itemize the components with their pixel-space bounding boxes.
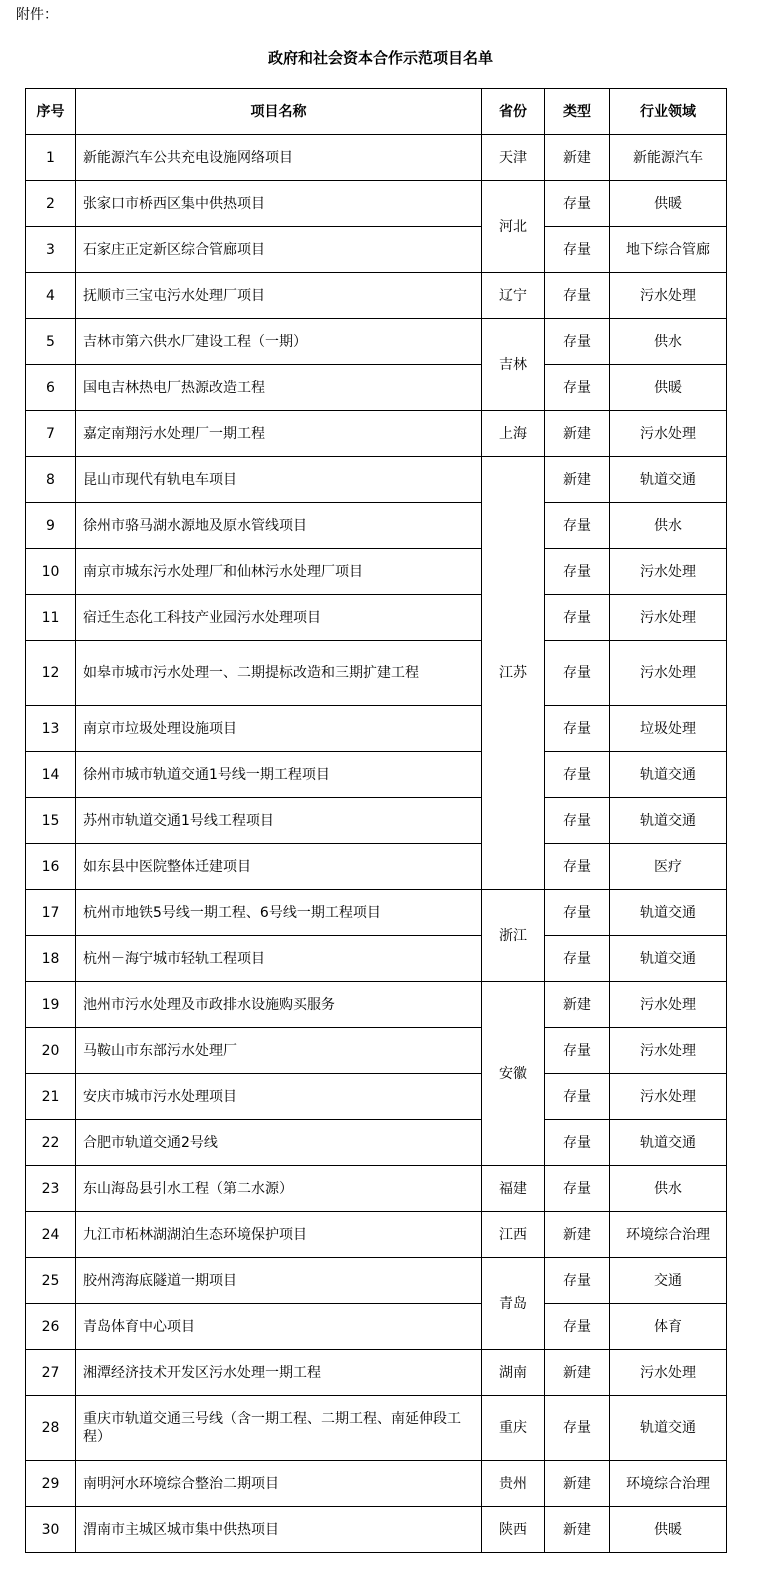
project-type: 存量	[545, 641, 610, 706]
table-row	[26, 1166, 727, 1212]
project-type: 新建	[545, 457, 610, 503]
row-index: 7	[26, 411, 76, 457]
province-cell: 贵州	[482, 1461, 545, 1507]
industry-sector: 污水处理	[610, 1074, 727, 1120]
table-header-row	[26, 89, 727, 135]
project-type: 存量	[545, 227, 610, 273]
province-cell: 江西	[482, 1212, 545, 1258]
project-list-table	[25, 88, 727, 1553]
project-name: 南明河水环境综合整治二期项目	[76, 1461, 482, 1507]
project-name: 宿迁生态化工科技产业园污水处理项目	[76, 595, 482, 641]
province-cell: 福建	[482, 1166, 545, 1212]
project-type: 存量	[545, 273, 610, 319]
province-cell: 江苏	[482, 457, 545, 890]
row-index: 28	[26, 1396, 76, 1461]
row-index: 24	[26, 1212, 76, 1258]
table-row	[26, 1461, 727, 1507]
province-cell: 上海	[482, 411, 545, 457]
row-index: 2	[26, 181, 76, 227]
industry-sector: 新能源汽车	[610, 135, 727, 181]
table-row	[26, 1212, 727, 1258]
row-index: 15	[26, 798, 76, 844]
industry-sector: 体育	[610, 1304, 727, 1350]
row-index: 23	[26, 1166, 76, 1212]
industry-sector: 污水处理	[610, 1350, 727, 1396]
table-row	[26, 982, 727, 1028]
industry-sector: 污水处理	[610, 595, 727, 641]
industry-sector: 污水处理	[610, 641, 727, 706]
table-row	[26, 411, 727, 457]
table-body	[26, 135, 727, 1553]
project-type: 存量	[545, 1074, 610, 1120]
industry-sector: 环境综合治理	[610, 1461, 727, 1507]
table-row	[26, 549, 727, 595]
table-row	[26, 1350, 727, 1396]
table-row	[26, 890, 727, 936]
project-name: 吉林市第六供水厂建设工程（一期）	[76, 319, 482, 365]
province-cell: 安徽	[482, 982, 545, 1166]
province-cell: 辽宁	[482, 273, 545, 319]
table-row	[26, 1304, 727, 1350]
row-index: 25	[26, 1258, 76, 1304]
table-row	[26, 273, 727, 319]
industry-sector: 供水	[610, 1166, 727, 1212]
project-name: 张家口市桥西区集中供热项目	[76, 181, 482, 227]
project-type: 存量	[545, 798, 610, 844]
row-index: 20	[26, 1028, 76, 1074]
table-row	[26, 1258, 727, 1304]
project-name: 安庆市城市污水处理项目	[76, 1074, 482, 1120]
province-cell: 河北	[482, 181, 545, 273]
industry-sector: 污水处理	[610, 411, 727, 457]
table-row	[26, 706, 727, 752]
industry-sector: 医疗	[610, 844, 727, 890]
row-index: 10	[26, 549, 76, 595]
industry-sector: 环境综合治理	[610, 1212, 727, 1258]
project-name: 国电吉林热电厂热源改造工程	[76, 365, 482, 411]
industry-sector: 供暖	[610, 365, 727, 411]
row-index: 11	[26, 595, 76, 641]
project-type: 存量	[545, 1166, 610, 1212]
project-name: 徐州市城市轨道交通1号线一期工程项目	[76, 752, 482, 798]
row-index: 29	[26, 1461, 76, 1507]
project-type: 新建	[545, 411, 610, 457]
industry-sector: 轨道交通	[610, 1396, 727, 1461]
project-name: 抚顺市三宝屯污水处理厂项目	[76, 273, 482, 319]
project-name: 杭州市地铁5号线一期工程、6号线一期工程项目	[76, 890, 482, 936]
column-header-name: 项目名称	[76, 89, 482, 135]
table-row	[26, 752, 727, 798]
table-row	[26, 936, 727, 982]
project-type: 存量	[545, 890, 610, 936]
project-type: 新建	[545, 135, 610, 181]
project-type: 存量	[545, 1258, 610, 1304]
row-index: 22	[26, 1120, 76, 1166]
row-index: 12	[26, 641, 76, 706]
project-type: 存量	[545, 181, 610, 227]
province-cell: 重庆	[482, 1396, 545, 1461]
row-index: 19	[26, 982, 76, 1028]
industry-sector: 供暖	[610, 1507, 727, 1553]
project-name: 如东县中医院整体迁建项目	[76, 844, 482, 890]
project-name: 南京市城东污水处理厂和仙林污水处理厂项目	[76, 549, 482, 595]
industry-sector: 轨道交通	[610, 457, 727, 503]
project-name: 青岛体育中心项目	[76, 1304, 482, 1350]
project-name: 重庆市轨道交通三号线（含一期工程、二期工程、南延伸段工程）	[76, 1396, 482, 1461]
industry-sector: 供水	[610, 319, 727, 365]
row-index: 16	[26, 844, 76, 890]
table-row	[26, 641, 727, 706]
industry-sector: 污水处理	[610, 273, 727, 319]
industry-sector: 污水处理	[610, 549, 727, 595]
project-name: 南京市垃圾处理设施项目	[76, 706, 482, 752]
project-type: 新建	[545, 1350, 610, 1396]
row-index: 8	[26, 457, 76, 503]
industry-sector: 垃圾处理	[610, 706, 727, 752]
row-index: 6	[26, 365, 76, 411]
industry-sector: 轨道交通	[610, 1120, 727, 1166]
project-name: 昆山市现代有轨电车项目	[76, 457, 482, 503]
project-type: 存量	[545, 1304, 610, 1350]
project-type: 存量	[545, 752, 610, 798]
table-row	[26, 135, 727, 181]
row-index: 30	[26, 1507, 76, 1553]
project-type: 存量	[545, 365, 610, 411]
project-name: 徐州市骆马湖水源地及原水管线项目	[76, 503, 482, 549]
project-name: 嘉定南翔污水处理厂一期工程	[76, 411, 482, 457]
row-index: 17	[26, 890, 76, 936]
project-type: 存量	[545, 503, 610, 549]
industry-sector: 轨道交通	[610, 890, 727, 936]
table-row	[26, 365, 727, 411]
project-type: 新建	[545, 1461, 610, 1507]
row-index: 9	[26, 503, 76, 549]
industry-sector: 供暖	[610, 181, 727, 227]
project-name: 苏州市轨道交通1号线工程项目	[76, 798, 482, 844]
province-cell: 陕西	[482, 1507, 545, 1553]
project-type: 存量	[545, 1396, 610, 1461]
project-type: 存量	[545, 706, 610, 752]
column-header-sector: 行业领域	[610, 89, 727, 135]
table-row	[26, 319, 727, 365]
project-type: 新建	[545, 1212, 610, 1258]
project-name: 杭州－海宁城市轻轨工程项目	[76, 936, 482, 982]
row-index: 14	[26, 752, 76, 798]
project-type: 存量	[545, 595, 610, 641]
table-row	[26, 457, 727, 503]
industry-sector: 交通	[610, 1258, 727, 1304]
province-cell: 吉林	[482, 319, 545, 411]
project-name: 马鞍山市东部污水处理厂	[76, 1028, 482, 1074]
row-index: 13	[26, 706, 76, 752]
row-index: 3	[26, 227, 76, 273]
row-index: 21	[26, 1074, 76, 1120]
table-row	[26, 181, 727, 227]
column-header-province: 省份	[482, 89, 545, 135]
industry-sector: 轨道交通	[610, 752, 727, 798]
project-type: 存量	[545, 844, 610, 890]
table-row	[26, 1120, 727, 1166]
project-name: 池州市污水处理及市政排水设施购买服务	[76, 982, 482, 1028]
project-type: 存量	[545, 936, 610, 982]
table-row	[26, 503, 727, 549]
project-name: 新能源汽车公共充电设施网络项目	[76, 135, 482, 181]
table-row	[26, 1074, 727, 1120]
column-header-index: 序号	[26, 89, 76, 135]
province-cell: 浙江	[482, 890, 545, 982]
row-index: 5	[26, 319, 76, 365]
row-index: 1	[26, 135, 76, 181]
row-index: 27	[26, 1350, 76, 1396]
project-name: 如皋市城市污水处理一、二期提标改造和三期扩建工程	[76, 641, 482, 706]
project-name: 渭南市主城区城市集中供热项目	[76, 1507, 482, 1553]
project-name: 石家庄正定新区综合管廊项目	[76, 227, 482, 273]
row-index: 18	[26, 936, 76, 982]
project-type: 新建	[545, 1507, 610, 1553]
province-cell: 湖南	[482, 1350, 545, 1396]
industry-sector: 污水处理	[610, 982, 727, 1028]
row-index: 26	[26, 1304, 76, 1350]
project-type: 存量	[545, 319, 610, 365]
row-index: 4	[26, 273, 76, 319]
page-title: 政府和社会资本合作示范项目名单	[267, 49, 493, 67]
project-name: 九江市柘林湖湖泊生态环境保护项目	[76, 1212, 482, 1258]
industry-sector: 轨道交通	[610, 936, 727, 982]
table-row	[26, 595, 727, 641]
project-name: 东山海岛县引水工程（第二水源）	[76, 1166, 482, 1212]
table-row	[26, 844, 727, 890]
table-row	[26, 798, 727, 844]
industry-sector: 地下综合管廊	[610, 227, 727, 273]
project-type: 新建	[545, 982, 610, 1028]
table-row	[26, 1507, 727, 1553]
province-cell: 天津	[482, 135, 545, 181]
project-name: 湘潭经济技术开发区污水处理一期工程	[76, 1350, 482, 1396]
project-name: 合肥市轨道交通2号线	[76, 1120, 482, 1166]
table-row	[26, 227, 727, 273]
table-row	[26, 1396, 727, 1461]
project-type: 存量	[545, 1120, 610, 1166]
table-row	[26, 1028, 727, 1074]
project-type: 存量	[545, 1028, 610, 1074]
project-type: 存量	[545, 549, 610, 595]
industry-sector: 轨道交通	[610, 798, 727, 844]
industry-sector: 污水处理	[610, 1028, 727, 1074]
province-cell: 青岛	[482, 1258, 545, 1350]
industry-sector: 供水	[610, 503, 727, 549]
attachment-label: 附件：	[16, 7, 58, 23]
column-header-type: 类型	[545, 89, 610, 135]
project-name: 胶州湾海底隧道一期项目	[76, 1258, 482, 1304]
